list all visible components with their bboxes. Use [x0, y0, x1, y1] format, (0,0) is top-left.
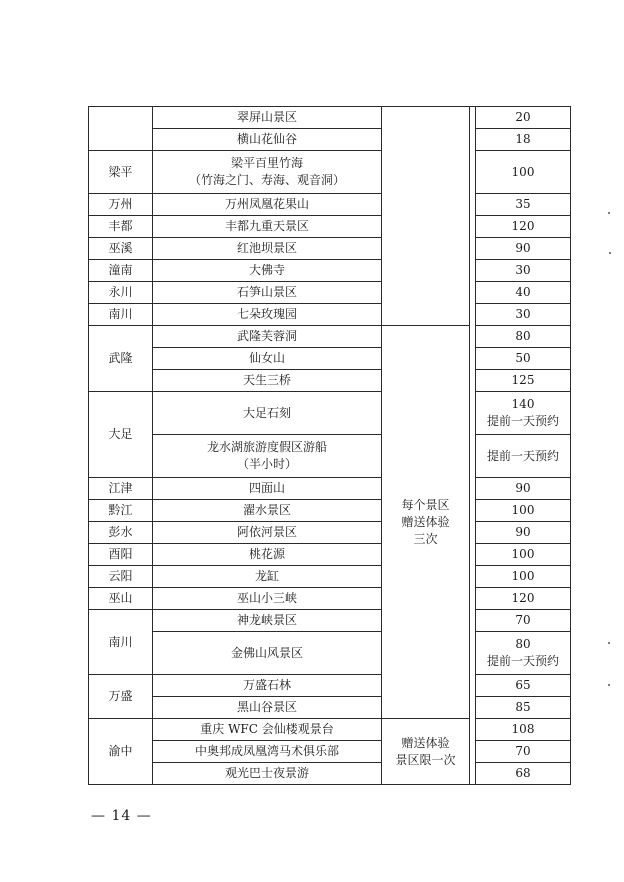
table-row [89, 107, 571, 129]
price-cell: 80 [476, 326, 571, 348]
site-cell: 万州凤凰花果山 [153, 194, 382, 216]
table-row [89, 326, 571, 348]
table-row [89, 610, 571, 632]
table-row [89, 544, 571, 566]
region-cell: 南川 [89, 610, 153, 675]
site-cell: 大佛寺 [153, 260, 382, 282]
table-row [89, 588, 571, 610]
table-row [89, 282, 571, 304]
price-cell: 85 [476, 697, 571, 719]
price-cell: 70 [476, 741, 571, 763]
site-cell: 石笋山景区 [153, 282, 382, 304]
region-cell: 黔江 [89, 500, 153, 522]
price-cell: 140 提前一天预约 [476, 392, 571, 435]
price-cell: 90 [476, 478, 571, 500]
table-row [89, 675, 571, 697]
price-cell: 80 提前一天预约 [476, 632, 571, 675]
region-cell: 南川 [89, 304, 153, 326]
region-cell: 大足 [89, 392, 153, 478]
region-cell [89, 107, 153, 151]
table-row [89, 238, 571, 260]
price-cell: 108 [476, 719, 571, 741]
table-row [89, 719, 571, 741]
site-cell: 濯水景区 [153, 500, 382, 522]
site-cell: 天生三桥 [153, 370, 382, 392]
table-row [89, 435, 571, 478]
price-cell: 125 [476, 370, 571, 392]
table-row [89, 304, 571, 326]
table-row [89, 129, 571, 151]
price-cell: 100 [476, 151, 571, 194]
region-cell: 永川 [89, 282, 153, 304]
region-cell: 云阳 [89, 566, 153, 588]
site-cell: 龙缸 [153, 566, 382, 588]
price-cell: 50 [476, 348, 571, 370]
price-cell: 30 [476, 304, 571, 326]
region-cell: 江津 [89, 478, 153, 500]
note-cell: 赠送体验 景区限一次 [382, 719, 470, 785]
price-cell: 提前一天预约 [476, 435, 571, 478]
site-cell: 红池坝景区 [153, 238, 382, 260]
site-cell: 万盛石林 [153, 675, 382, 697]
site-cell: 重庆 WFC 会仙楼观景台 [153, 719, 382, 741]
site-cell: 龙水湖旅游度假区游船 （半小时） [153, 435, 382, 478]
region-cell: 梁平 [89, 151, 153, 194]
table-row [89, 566, 571, 588]
scan-speck [608, 684, 610, 686]
price-cell: 65 [476, 675, 571, 697]
site-cell: 金佛山风景区 [153, 632, 382, 675]
table-row [89, 216, 571, 238]
price-cell: 20 [476, 107, 571, 129]
region-cell: 潼南 [89, 260, 153, 282]
site-cell: 中奥邦成凤凰湾马术俱乐部 [153, 741, 382, 763]
site-cell: 神龙峡景区 [153, 610, 382, 632]
site-cell: 翠屏山景区 [153, 107, 382, 129]
note-cell [382, 107, 470, 326]
price-cell: 30 [476, 260, 571, 282]
table-row [89, 522, 571, 544]
table-row [89, 151, 571, 194]
table-row [89, 697, 571, 719]
price-cell: 70 [476, 610, 571, 632]
table-row [89, 194, 571, 216]
site-cell: 黑山谷景区 [153, 697, 382, 719]
table-row [89, 763, 571, 785]
price-cell: 100 [476, 566, 571, 588]
table-row [89, 632, 571, 675]
site-cell: 梁平百里竹海 （竹海之门、寿海、观音洞） [153, 151, 382, 194]
site-cell: 横山花仙谷 [153, 129, 382, 151]
site-cell: 丰都九重天景区 [153, 216, 382, 238]
site-cell: 四面山 [153, 478, 382, 500]
note-cell: 每个景区 赠送体验 三次 [382, 326, 470, 719]
scan-speck [608, 642, 610, 644]
region-cell: 彭水 [89, 522, 153, 544]
scan-speck [608, 212, 610, 214]
price-cell: 18 [476, 129, 571, 151]
region-cell: 巫山 [89, 588, 153, 610]
site-cell: 大足石刻 [153, 392, 382, 435]
price-cell: 120 [476, 216, 571, 238]
price-cell: 120 [476, 588, 571, 610]
site-cell: 桃花源 [153, 544, 382, 566]
table-row [89, 392, 571, 435]
site-cell: 巫山小三峡 [153, 588, 382, 610]
site-cell: 武隆芙蓉洞 [153, 326, 382, 348]
site-cell: 仙女山 [153, 348, 382, 370]
scan-speck [609, 252, 611, 254]
price-cell: 40 [476, 282, 571, 304]
table-row [89, 348, 571, 370]
region-cell: 武隆 [89, 326, 153, 392]
price-cell: 100 [476, 500, 571, 522]
site-cell: 阿依河景区 [153, 522, 382, 544]
region-cell: 万州 [89, 194, 153, 216]
site-cell: 七朵玫瑰园 [153, 304, 382, 326]
scenic-spot-table [88, 106, 571, 785]
region-cell: 万盛 [89, 675, 153, 719]
price-cell: 68 [476, 763, 571, 785]
region-cell: 渝中 [89, 719, 153, 785]
table-row [89, 500, 571, 522]
price-cell: 100 [476, 544, 571, 566]
table-row [89, 260, 571, 282]
price-cell: 90 [476, 522, 571, 544]
table-row [89, 370, 571, 392]
price-cell: 35 [476, 194, 571, 216]
region-cell: 酉阳 [89, 544, 153, 566]
table-row [89, 741, 571, 763]
region-cell: 丰都 [89, 216, 153, 238]
region-cell: 巫溪 [89, 238, 153, 260]
site-cell: 观光巴士夜景游 [153, 763, 382, 785]
table-row [89, 478, 571, 500]
price-cell: 90 [476, 238, 571, 260]
page-number: — 14 — [91, 808, 152, 824]
